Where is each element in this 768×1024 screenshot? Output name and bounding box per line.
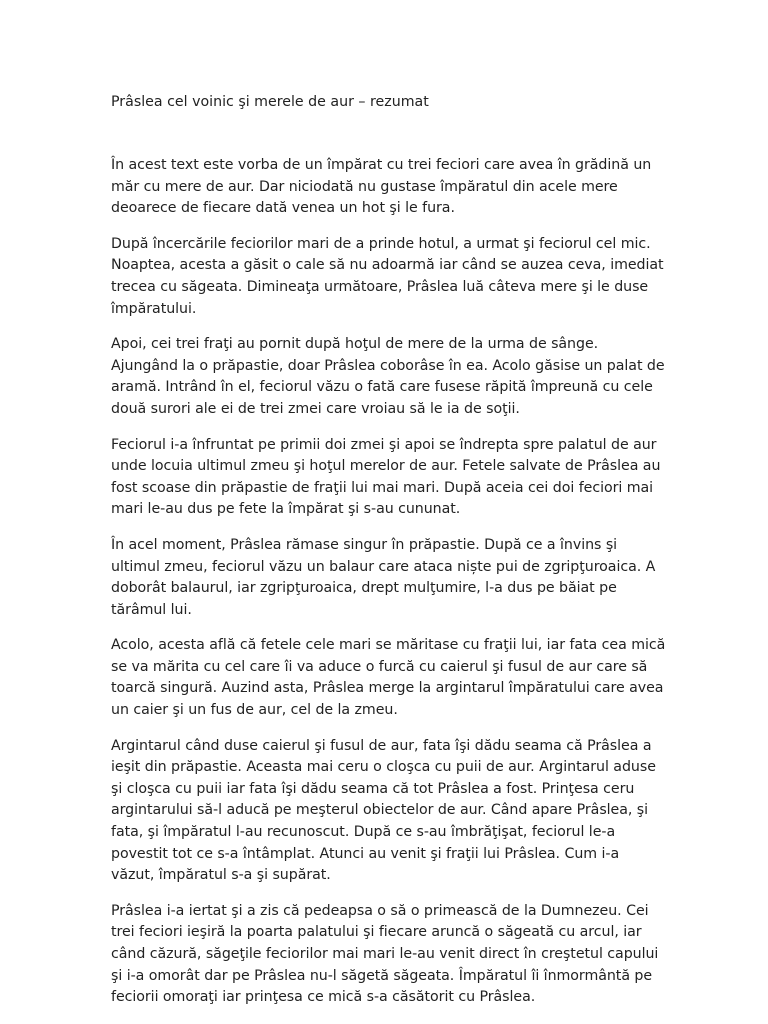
paragraph-2: După încercările feciorilor mari de a prinde hotul, a urmat şi feciorul cel mic. Noaptea, acesta a găsit o cale să nu adoarmă iar când se auzea ceva, imediat trecea cu săgeata. Dimineaţa următoare, Prâslea luă câteva mere şi le duse împăratului.	[111, 235, 664, 317]
paragraph-4: Feciorul i-a înfruntat pe primii doi zmei şi apoi se îndrepta spre palatul de aur unde locuia ultimul zmeu şi hoţul merelor de aur. Fetele salvate de Prâslea au fost scoase din prăpastie de fraţii lui mai mari. După aceia cei doi feciori mai mari le-au dus pe fete la împărat şi s-au cununat.	[111, 436, 661, 518]
paragraph-1: În acest text este vorba de un împărat cu trei feciori care avea în grădină un măr cu mere de aur. Dar niciodată nu gustase împăratul din acele mere deoarece de fiecare dată venea un hot şi le fura.	[111, 157, 652, 217]
paragraph-5: În acel moment, Prâslea rămase singur în prăpastie. După ce a învins şi ultimul zmeu, feciorul văzu un balaur care ataca niște pui de zgripţuroaica. A doborât balaurul, iar zgripţuroaica, drept mulţumire, l-a dus pe băiat pe tărâmul lui.	[111, 536, 656, 618]
document-body	[111, 155, 666, 1023]
paragraph-7: Argintarul când duse caierul şi fusul de aur, fata îşi dădu seama că Prâslea a ieşit din prăpastie. Aceasta mai ceru o cloşca cu puii de aur. Argintarul aduse şi cloşca cu puii iar fata îşi dădu seama că tot Prâslea a fost. Prinţesa ceru argintarului să-l aducă pe meşterul obiectelor de aur. Când apare Prâslea, şi fata, şi împăratul l-au recunoscut. După ce s-au îmbrăţişat, feciorul le-a povestit tot ce s-a întâmplat. Atunci au venit şi fraţii lui Prâslea. Cum i-a văzut, împăratul s-a şi supărat.	[111, 737, 656, 884]
document-title: Prâslea cel voinic şi merele de aur – rezumat	[111, 94, 429, 110]
paragraph-3: Apoi, cei trei fraţi au pornit după hoţul de mere de la urma de sânge. Ajungând la o prăpastie, doar Prâslea coborâse în ea. Acolo găsise un palat de aramă. Intrând în el, feciorul văzu o fată care fusese răpită împreună cu cele două surori ale ei de trei zmei care vroiau să le ia de soţii.	[111, 336, 665, 417]
paragraph-8: Prâslea i-a iertat şi a zis că pedeapsa o să o primească de la Dumnezeu. Cei trei feciori ieşiră la poarta palatului şi fiecare aruncă o săgeată cu arcul, iar când căzură, săgeţile feciorilor mai mari le-au venit direct în creştetul capului şi i-a omorât dar pe Prâslea nu-l săgetă săgeata. Împăratul îi înmormântă pe feciorii omoraţi iar prinţesa ce mică s-a căsătorit cu Prâslea.	[111, 902, 659, 1006]
paragraph-6: Acolo, acesta află că fetele cele mari se măritase cu fraţii lui, iar fata cea mică se va mărita cu cel care îi va aduce o furcă cu caierul şi fusul de aur care să toarcă singură. Auzind asta, Prâslea merge la argintarul împăratului care avea un caier şi un fus de aur, cel de la zmeu.	[111, 637, 666, 719]
